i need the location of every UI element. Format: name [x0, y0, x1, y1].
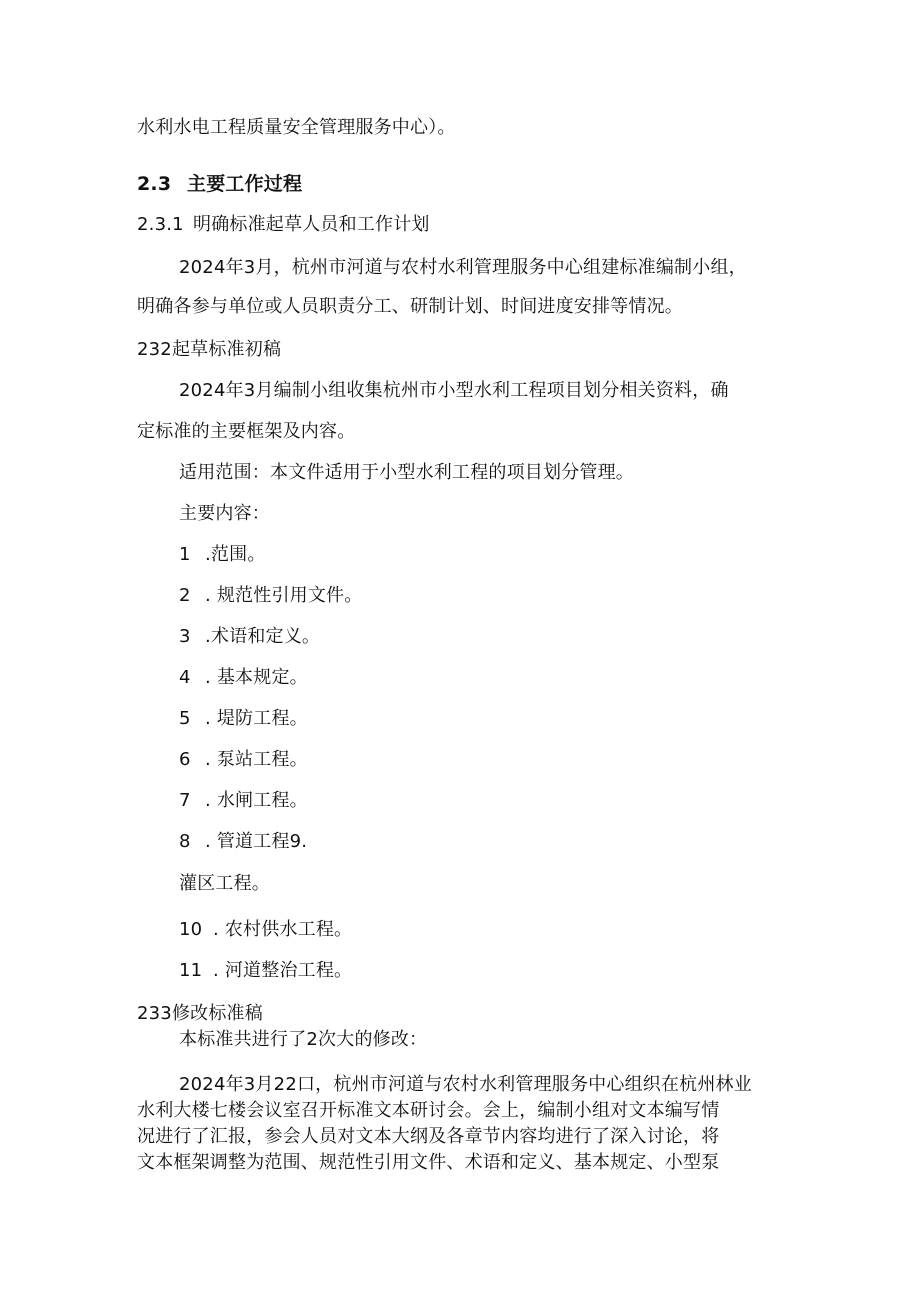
list-item-number: 11: [179, 960, 203, 981]
section-heading-2-3-2: 232起草标准初稿: [137, 339, 282, 360]
paragraph-line: 况进行了汇报，参会人员对文本大纲及各章节内容均进行了深入讨论，将: [137, 1126, 720, 1147]
list-item-number: 4: [179, 667, 191, 688]
scope-line: 适用范围：本文件适用于小型水利工程的项目划分管理。: [179, 462, 634, 483]
list-item-text: . 农村供水工程。: [213, 919, 353, 940]
main-content-label: 主要内容：: [179, 503, 270, 524]
list-item-text: . 河道整治工程。: [213, 960, 353, 981]
list-item-text: . 堤防工程。: [205, 708, 308, 729]
list-item-text: . 管道工程9.: [205, 831, 308, 852]
list-item: [179, 666, 308, 690]
paragraph-line: 2024年3月22口，杭州市河道与农村水利管理服务中心组织在杭州林业: [179, 1074, 752, 1095]
list-item-text: .范围。: [205, 544, 266, 565]
list-item-text: . 水闸工程。: [205, 790, 308, 811]
list-item-number: 2: [179, 585, 191, 606]
carryover-line: 水利水电工程质量安全管理服务中心）。: [137, 117, 456, 138]
paragraph-line: 2024年3月编制小组收集杭州市小型水利工程项目划分相关资料，确: [179, 380, 729, 401]
list-item-text: . 规范性引用文件。: [205, 585, 363, 606]
list-item-text: .术语和定义。: [205, 626, 321, 647]
list-item-text: . 泵站工程。: [205, 749, 308, 770]
list-item-number: 5: [179, 708, 191, 729]
list-item: [179, 748, 308, 772]
list-item-number: 7: [179, 790, 191, 811]
paragraph-line: 定标准的主要框架及内容。: [137, 421, 356, 442]
section-number: 2.3.1: [137, 214, 184, 235]
list-item-number: 6: [179, 749, 191, 770]
list-item-number: 3: [179, 626, 191, 647]
list-item-continuation: 灌区工程。: [179, 873, 270, 894]
list-item: [179, 584, 362, 608]
paragraph-line: 明确各参与单位或人员职责分工、研制计划、时间进度安排等情况。: [137, 296, 683, 317]
list-item: [179, 918, 352, 942]
section-title: 主要工作过程: [187, 173, 303, 195]
list-item-text: . 基本规定。: [205, 667, 308, 688]
section-intro: 本标准共进行了2次大的修改：: [179, 1029, 428, 1050]
list-item: [179, 830, 307, 854]
section-heading-2-3-1: [137, 213, 430, 237]
section-title: 明确标准起草人员和工作计划: [193, 214, 430, 235]
list-item: [179, 707, 308, 731]
list-item: [179, 625, 320, 649]
paragraph-line: 水利大楼七楼会议室召开标准文本研讨会。会上，编制小组对文本编写情: [137, 1100, 720, 1121]
paragraph-line: 2024年3月，杭州市河道与农村水利管理服务中心组建标准编制小组，: [179, 257, 747, 278]
list-item-number: 8: [179, 831, 191, 852]
list-item: [179, 959, 352, 983]
section-heading-2-3-3: 233修改标准稿: [137, 1003, 263, 1024]
paragraph-line: 文本框架调整为范围、规范性引用文件、术语和定义、基本规定、小型泵: [137, 1152, 720, 1173]
list-item-number: 1: [179, 544, 191, 565]
section-number: 2.3: [137, 173, 172, 195]
list-item: [179, 543, 266, 567]
list-item: [179, 789, 308, 813]
section-heading-2-3: [137, 172, 302, 196]
list-item-number: 10: [179, 919, 203, 940]
